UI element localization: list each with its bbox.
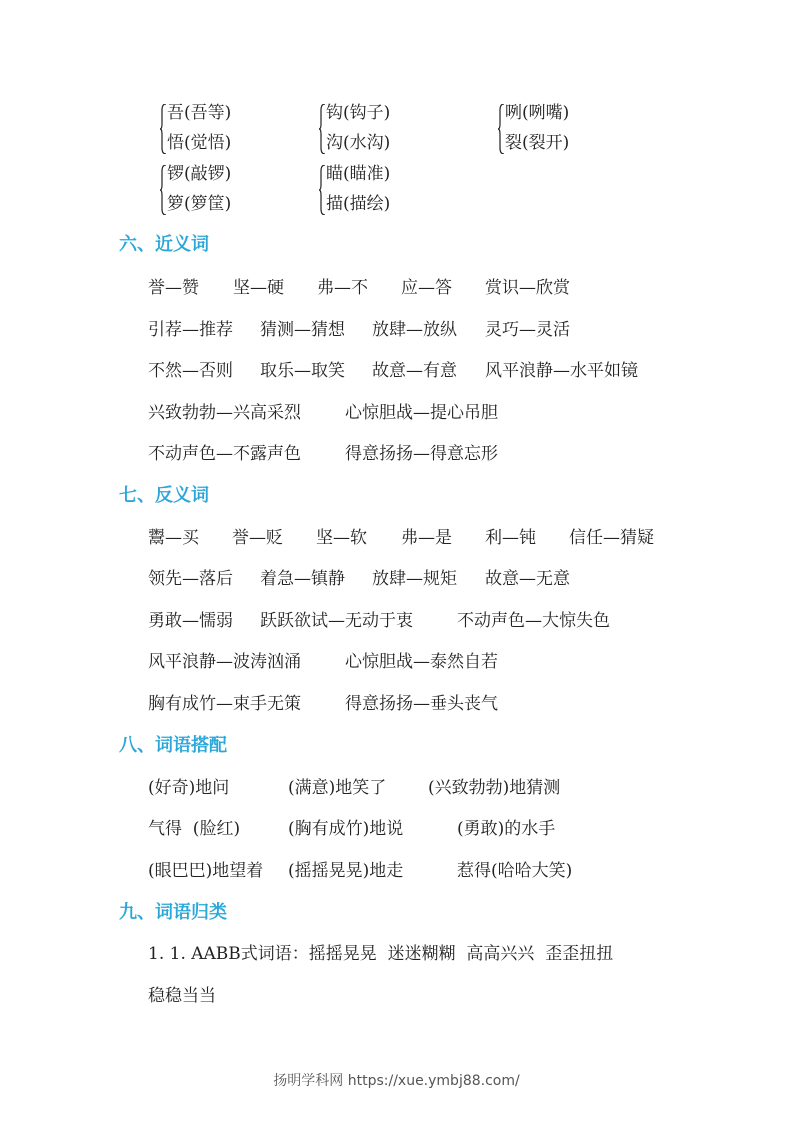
- word-pair: 誉—赞: [148, 278, 199, 298]
- phrase: 惹得(哈哈大笑): [457, 861, 573, 881]
- brace-icon: [498, 104, 504, 154]
- word-pair: 取乐—取笑: [260, 361, 345, 381]
- char-item: 锣(敲锣): [167, 164, 232, 184]
- section-heading-classification: 九、词语归类: [119, 902, 227, 923]
- phrase: (好奇)地问: [148, 778, 230, 798]
- word-pair: 得意扬扬—垂头丧气: [345, 694, 498, 714]
- word-pair: 灵巧—灵活: [485, 320, 570, 340]
- word-pair: 坚—硬: [233, 278, 284, 298]
- word-pair: 兴致勃勃—兴高采烈: [148, 403, 301, 423]
- word-pair: 风平浪静—波涛汹涌: [148, 652, 301, 672]
- word-pair: 不然—否则: [148, 361, 233, 381]
- char-item: 钩(钩子): [326, 103, 391, 123]
- word-pair: 勇敢—懦弱: [148, 611, 233, 631]
- word-pair: 故意—无意: [485, 569, 570, 589]
- word-pair: 猜测—猜想: [260, 320, 345, 340]
- word-pair: 放肆—规矩: [372, 569, 457, 589]
- char-item: 沟(水沟): [326, 133, 391, 153]
- word-pair: 胸有成竹—束手无策: [148, 694, 301, 714]
- section-heading-synonyms: 六、近义词: [119, 234, 209, 255]
- brace-icon: [319, 165, 325, 215]
- brace-icon: [160, 165, 166, 215]
- phrase: (勇敢)的水手: [457, 819, 556, 839]
- phrase: (满意)地笑了: [288, 778, 387, 798]
- word-pair: 风平浪静—水平如镜: [485, 361, 638, 381]
- word-pair: 心惊胆战—泰然自若: [345, 652, 498, 672]
- classification-line-1: 1. 1. AABB式词语：摇摇晃晃 迷迷糊糊 高高兴兴 歪歪扭扭: [148, 944, 614, 964]
- char-item: 悟(觉悟): [167, 133, 232, 153]
- char-item: 裂(裂开): [505, 133, 570, 153]
- word-pair: 利—钝: [485, 528, 536, 548]
- classification-line-2: 稳稳当当: [148, 986, 216, 1006]
- word-pair: 鬻—买: [148, 528, 199, 548]
- brace-icon: [319, 104, 325, 154]
- word-pair: 应—答: [401, 278, 452, 298]
- footer-site-text: 扬明学科网 https://xue.ymbj88.com/: [273, 1073, 520, 1089]
- phrase: (胸有成竹)地说: [288, 819, 404, 839]
- char-item: 箩(箩筐): [167, 194, 232, 214]
- word-pair: 坚—软: [316, 528, 367, 548]
- phrase: 气得 (脸红): [148, 819, 241, 839]
- word-pair: 故意—有意: [372, 361, 457, 381]
- word-pair: 不动声色—不露声色: [148, 444, 301, 464]
- word-pair: 心惊胆战—提心吊胆: [345, 403, 498, 423]
- word-pair: 引荐—推荐: [148, 320, 233, 340]
- word-pair: 放肆—放纵: [372, 320, 457, 340]
- word-pair: 领先—落后: [148, 569, 233, 589]
- char-group-1: [160, 98, 231, 158]
- char-item: 咧(咧嘴): [505, 103, 570, 123]
- char-group-4: [160, 159, 231, 219]
- word-pair: 跃跃欲试—无动于衷: [260, 611, 413, 631]
- phrase: (眼巴巴)地望着: [148, 861, 264, 881]
- char-group-2: [319, 98, 390, 158]
- brace-icon: [160, 104, 166, 154]
- word-pair: 赏识—欣赏: [485, 278, 570, 298]
- char-item: 描(描绘): [326, 194, 391, 214]
- word-pair: 着急—镇静: [260, 569, 345, 589]
- phrase: (兴致勃勃)地猜测: [428, 778, 561, 798]
- section-heading-collocation: 八、词语搭配: [119, 735, 227, 756]
- char-group-5: [319, 159, 390, 219]
- word-pair: 誉—贬: [232, 528, 283, 548]
- char-item: 瞄(瞄准): [326, 164, 391, 184]
- section-heading-antonyms: 七、反义词: [119, 485, 209, 506]
- word-pair: 不动声色—大惊失色: [457, 611, 610, 631]
- char-group-3: [498, 98, 569, 158]
- char-item: 吾(吾等): [167, 103, 232, 123]
- word-pair: 弗—是: [401, 528, 452, 548]
- word-pair: 信任—猜疑: [569, 528, 654, 548]
- word-pair: 弗—不: [317, 278, 368, 298]
- word-pair: 得意扬扬—得意忘形: [345, 444, 498, 464]
- phrase: (摇摇晃晃)地走: [288, 861, 404, 881]
